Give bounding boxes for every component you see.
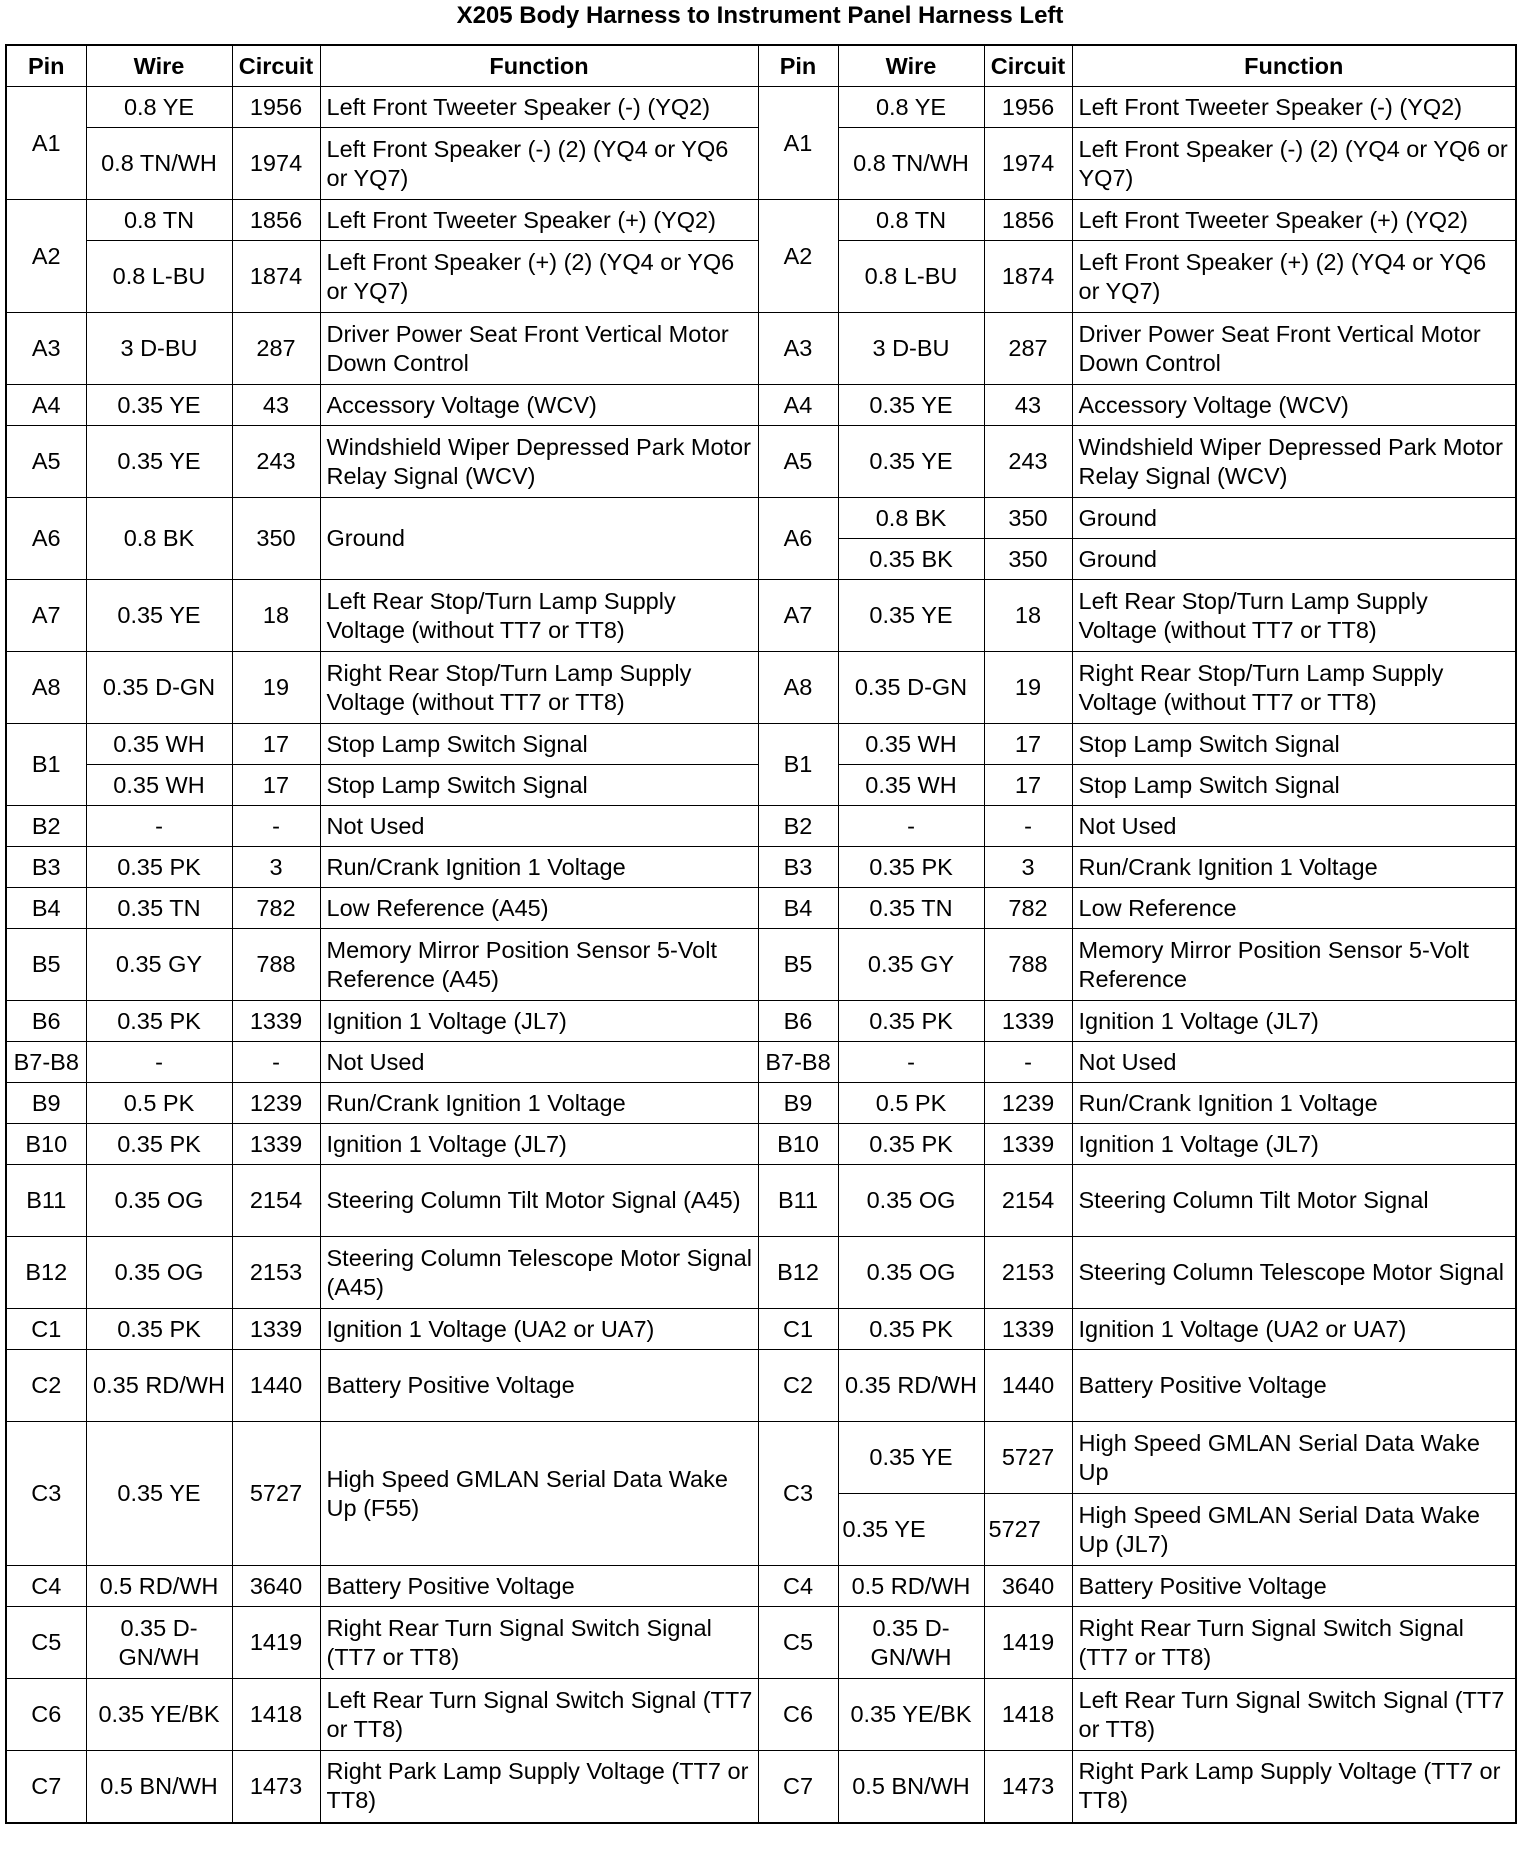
circuit-cell: 3 <box>232 847 320 888</box>
function-cell: Ignition 1 Voltage (JL7) <box>320 1124 758 1165</box>
pin-cell: C1 <box>6 1309 86 1350</box>
circuit-cell: 2153 <box>984 1237 1072 1309</box>
wire-cell: 0.35 WH <box>838 724 984 765</box>
wire-cell: - <box>838 1042 984 1083</box>
function-cell: High Speed GMLAN Serial Data Wake Up <box>1072 1422 1516 1494</box>
table-row <box>6 1001 1516 1042</box>
table-row <box>6 806 1516 847</box>
pin-cell: B3 <box>6 847 86 888</box>
wire-cell: 0.5 PK <box>86 1083 232 1124</box>
circuit-cell: 43 <box>984 385 1072 426</box>
circuit-cell: 1339 <box>984 1001 1072 1042</box>
circuit-cell: 1239 <box>232 1083 320 1124</box>
circuit-cell: 1418 <box>232 1679 320 1751</box>
circuit-cell: 243 <box>232 426 320 498</box>
function-cell: Steering Column Tilt Motor Signal (A45) <box>320 1165 758 1237</box>
wire-cell: 0.5 RD/WH <box>86 1566 232 1607</box>
header-wire-right: Wire <box>838 45 984 87</box>
circuit-cell: 1956 <box>984 87 1072 128</box>
function-cell: Left Front Speaker (+) (2) (YQ4 or YQ6 or YQ7) <box>1072 241 1516 313</box>
circuit-cell: 17 <box>984 765 1072 806</box>
function-cell: Not Used <box>1072 806 1516 847</box>
pin-cell: A7 <box>6 580 86 652</box>
pin-cell: B5 <box>6 929 86 1001</box>
function-cell: Memory Mirror Position Sensor 5-Volt Reference (A45) <box>320 929 758 1001</box>
pin-cell: B4 <box>758 888 838 929</box>
pin-cell: A8 <box>758 652 838 724</box>
circuit-cell: 788 <box>984 929 1072 1001</box>
function-cell: Not Used <box>320 1042 758 1083</box>
circuit-cell: 18 <box>984 580 1072 652</box>
wire-cell: 0.35 GY <box>86 929 232 1001</box>
table-row <box>6 1042 1516 1083</box>
circuit-cell: 1440 <box>984 1350 1072 1422</box>
function-cell: Driver Power Seat Front Vertical Motor Down Control <box>1072 313 1516 385</box>
function-cell: Ignition 1 Voltage (UA2 or UA7) <box>1072 1309 1516 1350</box>
wire-cell: 0.35 PK <box>86 1001 232 1042</box>
circuit-cell: 17 <box>232 765 320 806</box>
wire-cell: 0.8 TN/WH <box>838 128 984 200</box>
pin-cell: C7 <box>758 1751 838 1823</box>
pin-cell: A1 <box>758 87 838 200</box>
circuit-cell: 1419 <box>984 1607 1072 1679</box>
circuit-cell: 1856 <box>232 200 320 241</box>
circuit-cell: 350 <box>232 498 320 580</box>
circuit-cell: - <box>232 806 320 847</box>
wire-cell: 0.35 YE <box>838 580 984 652</box>
table-row <box>6 1165 1516 1237</box>
function-cell: Battery Positive Voltage <box>1072 1566 1516 1607</box>
wire-cell: - <box>838 806 984 847</box>
pin-cell: C6 <box>6 1679 86 1751</box>
wire-cell: 0.35 PK <box>838 847 984 888</box>
wire-cell: 0.35 TN <box>86 888 232 929</box>
function-cell: Accessory Voltage (WCV) <box>1072 385 1516 426</box>
pin-cell: A5 <box>758 426 838 498</box>
pin-cell: A8 <box>6 652 86 724</box>
function-cell: Ignition 1 Voltage (JL7) <box>1072 1001 1516 1042</box>
pin-cell: B9 <box>6 1083 86 1124</box>
wire-cell: 0.8 L-BU <box>838 241 984 313</box>
pin-cell: C2 <box>758 1350 838 1422</box>
header-row <box>6 45 1516 87</box>
table-row <box>6 87 1516 128</box>
circuit-cell: 788 <box>232 929 320 1001</box>
wire-cell: 0.35 YE/BK <box>86 1679 232 1751</box>
function-cell: Ground <box>1072 498 1516 539</box>
pin-cell: B6 <box>758 1001 838 1042</box>
wire-cell: 0.35 YE <box>838 1494 984 1566</box>
circuit-cell: 1339 <box>232 1309 320 1350</box>
table-row <box>6 1566 1516 1607</box>
wire-cell: 0.35 OG <box>86 1165 232 1237</box>
pin-cell: C2 <box>6 1350 86 1422</box>
table-row <box>6 1679 1516 1751</box>
wire-cell: 0.35 PK <box>86 1124 232 1165</box>
circuit-cell: 782 <box>984 888 1072 929</box>
circuit-cell: - <box>984 806 1072 847</box>
wire-cell: 0.8 TN/WH <box>86 128 232 200</box>
circuit-cell: 5727 <box>984 1422 1072 1494</box>
circuit-cell: 287 <box>984 313 1072 385</box>
function-cell: Low Reference (A45) <box>320 888 758 929</box>
pin-cell: C5 <box>758 1607 838 1679</box>
header-pin-left: Pin <box>6 45 86 87</box>
header-function-left: Function <box>320 45 758 87</box>
wire-cell: 0.35 RD/WH <box>838 1350 984 1422</box>
circuit-cell: 1473 <box>984 1751 1072 1823</box>
function-cell: Left Front Speaker (-) (2) (YQ4 or YQ6 or YQ7) <box>1072 128 1516 200</box>
table-row <box>6 385 1516 426</box>
wire-cell: 0.8 YE <box>86 87 232 128</box>
wire-cell: 0.35 YE <box>86 426 232 498</box>
table-row <box>6 426 1516 498</box>
circuit-cell: 1874 <box>232 241 320 313</box>
function-cell: Steering Column Telescope Motor Signal (A45) <box>320 1237 758 1309</box>
circuit-cell: 1339 <box>232 1001 320 1042</box>
table-row <box>6 1083 1516 1124</box>
circuit-cell: 1339 <box>232 1124 320 1165</box>
pin-cell: A4 <box>6 385 86 426</box>
wire-cell: 0.8 L-BU <box>86 241 232 313</box>
circuit-cell: 43 <box>232 385 320 426</box>
pin-cell: A6 <box>758 498 838 580</box>
pin-cell: B9 <box>758 1083 838 1124</box>
pin-cell: A2 <box>6 200 86 313</box>
function-cell: Run/Crank Ignition 1 Voltage <box>320 847 758 888</box>
table-row <box>6 1237 1516 1309</box>
function-cell: Left Rear Stop/Turn Lamp Supply Voltage (without TT7 or TT8) <box>320 580 758 652</box>
circuit-cell: 1473 <box>232 1751 320 1823</box>
function-cell: Right Rear Stop/Turn Lamp Supply Voltage (without TT7 or TT8) <box>320 652 758 724</box>
wire-cell: 0.8 BK <box>838 498 984 539</box>
wire-cell: 0.35 OG <box>838 1165 984 1237</box>
function-cell: Steering Column Tilt Motor Signal <box>1072 1165 1516 1237</box>
header-pin-right: Pin <box>758 45 838 87</box>
function-cell: Run/Crank Ignition 1 Voltage <box>320 1083 758 1124</box>
table-row <box>6 580 1516 652</box>
pin-cell: B5 <box>758 929 838 1001</box>
wire-cell: 0.35 YE <box>86 385 232 426</box>
function-cell: Ignition 1 Voltage (JL7) <box>1072 1124 1516 1165</box>
wire-cell: 0.35 YE <box>838 426 984 498</box>
circuit-cell: 350 <box>984 498 1072 539</box>
pin-cell: C4 <box>6 1566 86 1607</box>
function-cell: Windshield Wiper Depressed Park Motor Relay Signal (WCV) <box>320 426 758 498</box>
function-cell: Stop Lamp Switch Signal <box>320 765 758 806</box>
wire-cell: 0.35 YE <box>86 1422 232 1566</box>
wire-cell: 0.35 BK <box>838 539 984 580</box>
wire-cell: 0.8 TN <box>86 200 232 241</box>
circuit-cell: 1856 <box>984 200 1072 241</box>
wire-cell: 0.35 WH <box>86 724 232 765</box>
circuit-cell: 3640 <box>984 1566 1072 1607</box>
wire-cell: 0.5 PK <box>838 1083 984 1124</box>
table-row <box>6 1124 1516 1165</box>
pin-cell: B2 <box>758 806 838 847</box>
pin-cell: A4 <box>758 385 838 426</box>
wire-cell: 0.35 PK <box>838 1124 984 1165</box>
function-cell: Left Front Tweeter Speaker (+) (YQ2) <box>320 200 758 241</box>
wire-cell: 0.35 WH <box>838 765 984 806</box>
circuit-cell: 1239 <box>984 1083 1072 1124</box>
wire-cell: 0.35 GY <box>838 929 984 1001</box>
header-function-right: Function <box>1072 45 1516 87</box>
wire-cell: 0.35 RD/WH <box>86 1350 232 1422</box>
circuit-cell: 2154 <box>232 1165 320 1237</box>
wire-cell: 0.35 OG <box>86 1237 232 1309</box>
wire-cell: 0.35 YE <box>838 1422 984 1494</box>
table-row <box>6 1350 1516 1422</box>
pin-cell: A1 <box>6 87 86 200</box>
function-cell: Left Front Speaker (-) (2) (YQ4 or YQ6 or YQ7) <box>320 128 758 200</box>
pin-cell: C4 <box>758 1566 838 1607</box>
wire-cell: 0.35 PK <box>838 1001 984 1042</box>
table-row <box>6 1607 1516 1679</box>
pin-cell: B7-B8 <box>758 1042 838 1083</box>
function-cell: Not Used <box>320 806 758 847</box>
circuit-cell: 243 <box>984 426 1072 498</box>
circuit-cell: 1418 <box>984 1679 1072 1751</box>
pin-cell: A2 <box>758 200 838 313</box>
wire-cell: 0.5 BN/WH <box>838 1751 984 1823</box>
wire-cell: 0.35 PK <box>86 1309 232 1350</box>
pin-cell: B10 <box>758 1124 838 1165</box>
function-cell: Left Rear Turn Signal Switch Signal (TT7 or TT8) <box>320 1679 758 1751</box>
function-cell: Ground <box>320 498 758 580</box>
pin-cell: A3 <box>6 313 86 385</box>
table-row <box>6 1309 1516 1350</box>
function-cell: Ground <box>1072 539 1516 580</box>
circuit-cell: 1339 <box>984 1124 1072 1165</box>
circuit-cell: 19 <box>232 652 320 724</box>
function-cell: Stop Lamp Switch Signal <box>1072 724 1516 765</box>
circuit-cell: 2153 <box>232 1237 320 1309</box>
circuit-cell: 287 <box>232 313 320 385</box>
pin-cell: B3 <box>758 847 838 888</box>
connector-table-container <box>5 44 1515 1824</box>
circuit-cell: 1339 <box>984 1309 1072 1350</box>
function-cell: Ignition 1 Voltage (UA2 or UA7) <box>320 1309 758 1350</box>
circuit-cell: 1974 <box>984 128 1072 200</box>
pin-cell: B7-B8 <box>6 1042 86 1083</box>
pin-cell: A6 <box>6 498 86 580</box>
table-row <box>6 313 1516 385</box>
function-cell: Right Rear Turn Signal Switch Signal (TT7 or TT8) <box>1072 1607 1516 1679</box>
circuit-cell: 17 <box>232 724 320 765</box>
circuit-cell: 2154 <box>984 1165 1072 1237</box>
wire-cell: 0.35 PK <box>86 847 232 888</box>
pin-cell: C3 <box>758 1422 838 1566</box>
function-cell: Left Rear Turn Signal Switch Signal (TT7 or TT8) <box>1072 1679 1516 1751</box>
function-cell: Left Rear Stop/Turn Lamp Supply Voltage (without TT7 or TT8) <box>1072 580 1516 652</box>
circuit-cell: 19 <box>984 652 1072 724</box>
function-cell: Battery Positive Voltage <box>1072 1350 1516 1422</box>
pin-cell: B4 <box>6 888 86 929</box>
circuit-cell: 1956 <box>232 87 320 128</box>
function-cell: Right Park Lamp Supply Voltage (TT7 or TT8) <box>1072 1751 1516 1823</box>
function-cell: Left Front Tweeter Speaker (-) (YQ2) <box>1072 87 1516 128</box>
function-cell: Left Front Tweeter Speaker (-) (YQ2) <box>320 87 758 128</box>
wire-cell: 0.35 D-GN/WH <box>86 1607 232 1679</box>
function-cell: Left Front Speaker (+) (2) (YQ4 or YQ6 or YQ7) <box>320 241 758 313</box>
wire-cell: 0.5 RD/WH <box>838 1566 984 1607</box>
wire-cell: - <box>86 806 232 847</box>
wire-cell: 3 D-BU <box>86 313 232 385</box>
circuit-cell: 5727 <box>984 1494 1072 1566</box>
pin-cell: C3 <box>6 1422 86 1566</box>
table-row <box>6 724 1516 765</box>
circuit-cell: 1874 <box>984 241 1072 313</box>
pin-cell: B11 <box>758 1165 838 1237</box>
pin-cell: B1 <box>758 724 838 806</box>
wire-cell: 0.5 BN/WH <box>86 1751 232 1823</box>
function-cell: Run/Crank Ignition 1 Voltage <box>1072 1083 1516 1124</box>
function-cell: Battery Positive Voltage <box>320 1566 758 1607</box>
wire-cell: 0.35 YE <box>838 385 984 426</box>
circuit-cell: - <box>232 1042 320 1083</box>
header-circuit-right: Circuit <box>984 45 1072 87</box>
wire-cell: 0.35 YE <box>86 580 232 652</box>
pin-cell: B10 <box>6 1124 86 1165</box>
function-cell: Right Rear Stop/Turn Lamp Supply Voltage (without TT7 or TT8) <box>1072 652 1516 724</box>
wire-cell: 0.35 WH <box>86 765 232 806</box>
table-row <box>6 498 1516 539</box>
circuit-cell: 17 <box>984 724 1072 765</box>
pin-cell: C6 <box>758 1679 838 1751</box>
wire-cell: 0.35 D-GN <box>86 652 232 724</box>
table-row <box>6 200 1516 241</box>
table-row <box>6 1751 1516 1823</box>
function-cell: High Speed GMLAN Serial Data Wake Up (JL7) <box>1072 1494 1516 1566</box>
circuit-cell: 18 <box>232 580 320 652</box>
table-row <box>6 652 1516 724</box>
wire-cell: 0.8 BK <box>86 498 232 580</box>
wire-cell: - <box>86 1042 232 1083</box>
function-cell: Battery Positive Voltage <box>320 1350 758 1422</box>
wire-cell: 0.35 PK <box>838 1309 984 1350</box>
function-cell: Memory Mirror Position Sensor 5-Volt Reference <box>1072 929 1516 1001</box>
pin-cell: B11 <box>6 1165 86 1237</box>
table-row <box>6 888 1516 929</box>
function-cell: Steering Column Telescope Motor Signal <box>1072 1237 1516 1309</box>
function-cell: Ignition 1 Voltage (JL7) <box>320 1001 758 1042</box>
circuit-cell: 782 <box>232 888 320 929</box>
pin-cell: A5 <box>6 426 86 498</box>
function-cell: Driver Power Seat Front Vertical Motor Down Control <box>320 313 758 385</box>
header-wire-left: Wire <box>86 45 232 87</box>
function-cell: Stop Lamp Switch Signal <box>320 724 758 765</box>
circuit-cell: 350 <box>984 539 1072 580</box>
function-cell: Right Park Lamp Supply Voltage (TT7 or TT8) <box>320 1751 758 1823</box>
pin-cell: C1 <box>758 1309 838 1350</box>
circuit-cell: 3 <box>984 847 1072 888</box>
pin-cell: B12 <box>6 1237 86 1309</box>
wire-cell: 0.35 D-GN/WH <box>838 1607 984 1679</box>
table-row <box>6 847 1516 888</box>
function-cell: Windshield Wiper Depressed Park Motor Relay Signal (WCV) <box>1072 426 1516 498</box>
pin-cell: C7 <box>6 1751 86 1823</box>
pin-cell: A3 <box>758 313 838 385</box>
wire-cell: 3 D-BU <box>838 313 984 385</box>
circuit-cell: 1419 <box>232 1607 320 1679</box>
function-cell: Left Front Tweeter Speaker (+) (YQ2) <box>1072 200 1516 241</box>
table-row <box>6 929 1516 1001</box>
function-cell: High Speed GMLAN Serial Data Wake Up (F55) <box>320 1422 758 1566</box>
pin-cell: B12 <box>758 1237 838 1309</box>
circuit-cell: 1974 <box>232 128 320 200</box>
circuit-cell: 3640 <box>232 1566 320 1607</box>
wire-cell: 0.35 D-GN <box>838 652 984 724</box>
header-circuit-left: Circuit <box>232 45 320 87</box>
wire-cell: 0.8 YE <box>838 87 984 128</box>
function-cell: Low Reference <box>1072 888 1516 929</box>
wire-cell: 0.8 TN <box>838 200 984 241</box>
document-title: X205 Body Harness to Instrument Panel Harness Left <box>456 2 1064 29</box>
function-cell: Accessory Voltage (WCV) <box>320 385 758 426</box>
circuit-cell: 1440 <box>232 1350 320 1422</box>
wire-cell: 0.35 OG <box>838 1237 984 1309</box>
function-cell: Not Used <box>1072 1042 1516 1083</box>
connector-pinout-table <box>5 44 1517 1824</box>
pin-cell: C5 <box>6 1607 86 1679</box>
pin-cell: A7 <box>758 580 838 652</box>
table-row <box>6 1422 1516 1494</box>
circuit-cell: 5727 <box>232 1422 320 1566</box>
circuit-cell: - <box>984 1042 1072 1083</box>
wire-cell: 0.35 YE/BK <box>838 1679 984 1751</box>
pin-cell: B6 <box>6 1001 86 1042</box>
pin-cell: B2 <box>6 806 86 847</box>
function-cell: Stop Lamp Switch Signal <box>1072 765 1516 806</box>
pin-cell: B1 <box>6 724 86 806</box>
function-cell: Run/Crank Ignition 1 Voltage <box>1072 847 1516 888</box>
wire-cell: 0.35 TN <box>838 888 984 929</box>
function-cell: Right Rear Turn Signal Switch Signal (TT7 or TT8) <box>320 1607 758 1679</box>
